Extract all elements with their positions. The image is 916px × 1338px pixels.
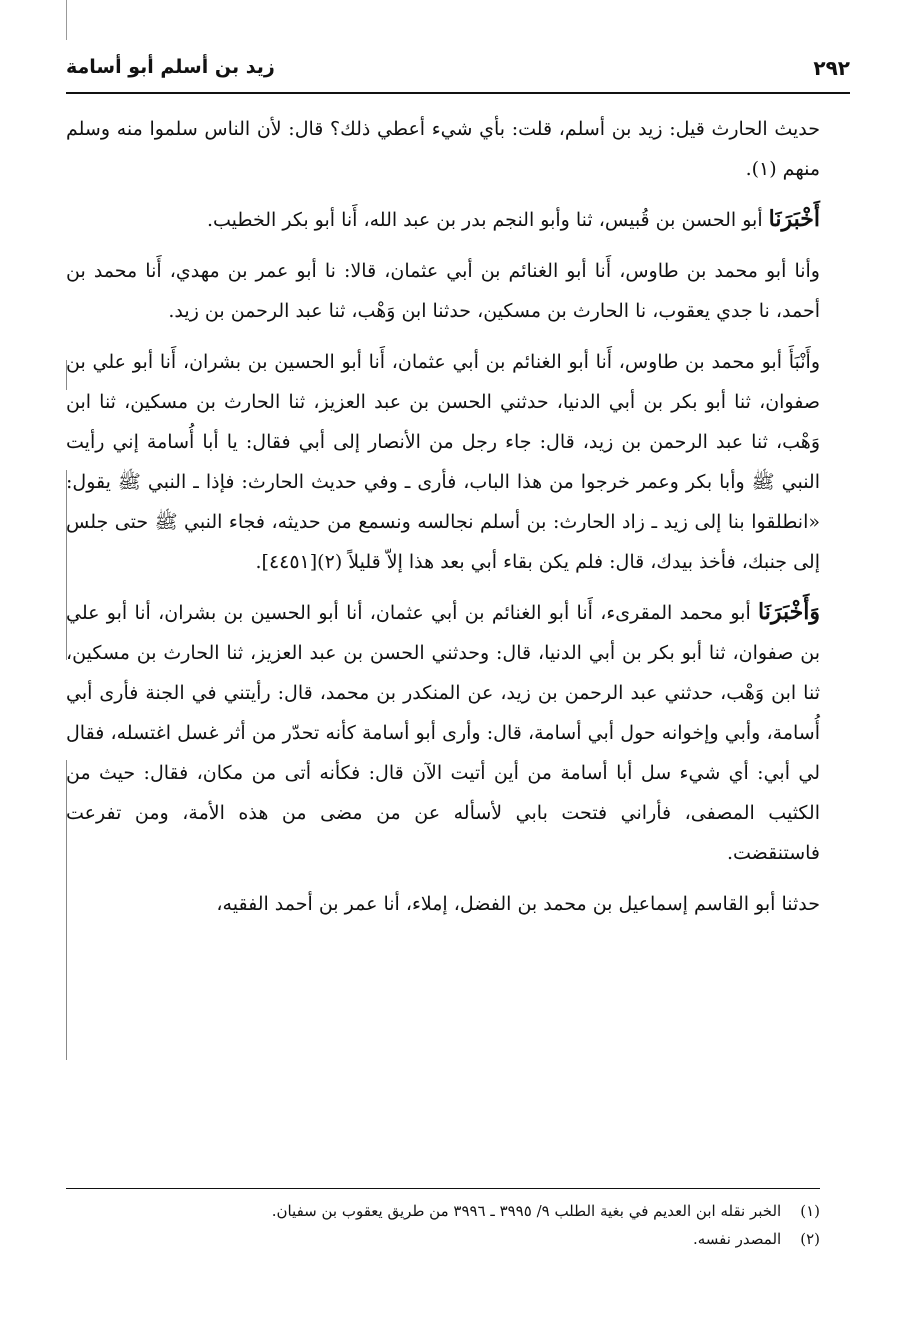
footnote-text: المصدر نفسه. bbox=[692, 1230, 782, 1248]
footnote-number: (٢) bbox=[800, 1230, 820, 1248]
paragraph bbox=[66, 592, 820, 873]
paragraph-lead: أَخْبَرَنَا bbox=[768, 206, 820, 232]
paragraph bbox=[66, 883, 820, 924]
paragraph bbox=[66, 341, 820, 582]
footnotes bbox=[66, 1188, 820, 1253]
paragraph bbox=[66, 199, 820, 240]
paragraph bbox=[66, 108, 820, 189]
footnote bbox=[66, 1225, 820, 1253]
page-number: ٢٩٢ bbox=[813, 56, 850, 80]
paragraph-text: حدثنا أبو القاسم إسماعيل بن محمد بن الفضل، إملاء، أنا عمر بن أحمد الفقيه، bbox=[216, 893, 820, 915]
paragraph-text: أبو الحسن بن قُبيس، ثنا وأبو النجم بدر بن عبد الله، أَنا أبو بكر الخطيب. bbox=[206, 209, 769, 231]
paragraph-text: أبو محمد المقرىء، أَنا أبو الغنائم بن أبي عثمان، أنا أبو الحسين بن بشران، أنا أبو علي بن صفوان، ثنا أبو بكر بن أبي الدنيا، قال: وحدثني الحسن بن عبد العزيز، ثنا الحارث بن مسكين، ثنا ابن وَهْب، حدثني عبد الرحمن بن زيد، عن المنكدر بن محمد، قال: رأيتني في الجنة فأرى أبي أُسامة، وأبي وإخوانه حول أبي أسامة، قال: وأرى أبو أسامة كأنه تحدّر من أثر غسل اغتسله، فقال لي أبي: أي شيء سل أبا أسامة من أين أتيت الآن قال: فكأنه أتى من مكان، فقال: حيث من الكثيب المصفى، فأراني فتحت بابي لأسأله عن من مضى من هذه الأمة، ومن تفرعت فاستنقضت. bbox=[66, 602, 820, 864]
margin-mark bbox=[66, 470, 67, 660]
page-header bbox=[66, 52, 850, 94]
paragraph bbox=[66, 250, 820, 331]
paragraph-lead: وَأَخْبَرَنَا bbox=[758, 599, 820, 625]
margin-mark bbox=[66, 760, 67, 1060]
paragraph-text: حديث الحارث قيل: زيد بن أسلم، قلت: بأي شيء أعطي ذلك؟ قال: لأن الناس سلموا منه وسلم منهم (١). bbox=[66, 118, 820, 180]
paragraph-text: وأنا أبو محمد بن طاوس، أَنا أبو الغنائم بن أبي عثمان، قالا: نا أبو عمر بن مهدي، أَنا محمد بن أحمد، نا جدي يعقوب، نا الحارث بن مسكين، حدثنا ابن وَهْب، ثنا عبد الرحمن بن زيد. bbox=[66, 260, 820, 322]
margin-mark bbox=[66, 360, 67, 390]
running-title: زيد بن أسلم أبو أسامة bbox=[66, 56, 275, 78]
gutter-line bbox=[66, 0, 67, 40]
footnote-number: (١) bbox=[800, 1202, 820, 1220]
main-text bbox=[66, 108, 820, 934]
paragraph-text: وأَنْبَأَ أبو محمد بن طاوس، أَنا أبو الغنائم بن أبي عثمان، أَنا أبو الحسين بن بشران، أَنا أبو علي بن صفوان، ثنا أبو بكر بن أبي الدنيا، حدثني الحسن بن عبد العزيز، ثنا الحارث بن مسكين، ثنا ابن وَهْب، ثنا عبد الرحمن بن زيد، قال: جاء رجل من الأنصار إلى أبي فقال: يا أبا أُسامة إني رأيت النبي ﷺ وأبا بكر وعمر خرجوا من هذا الباب، فأرى ـ وفي حديث الحارث: فإذا ـ النبي ﷺ يقول: «انطلقوا بنا إلى زيد ـ زاد الحارث: بن أسلم نجالسه ونسمع من حديثه، فجاء النبي ﷺ حتى جلس إلى جنبك، فأخذ بيدك، قال: فلم يكن بقاء أبي بعد هذا إلاّ قليلاً (٢)[٤٤٥١]. bbox=[66, 351, 820, 573]
footnote-text: الخبر نقله ابن العديم في بغية الطلب ٩/ ٣٩٩٥ ـ ٣٩٩٦ من طريق يعقوب بن سفيان. bbox=[271, 1202, 782, 1220]
footnote bbox=[66, 1197, 820, 1225]
